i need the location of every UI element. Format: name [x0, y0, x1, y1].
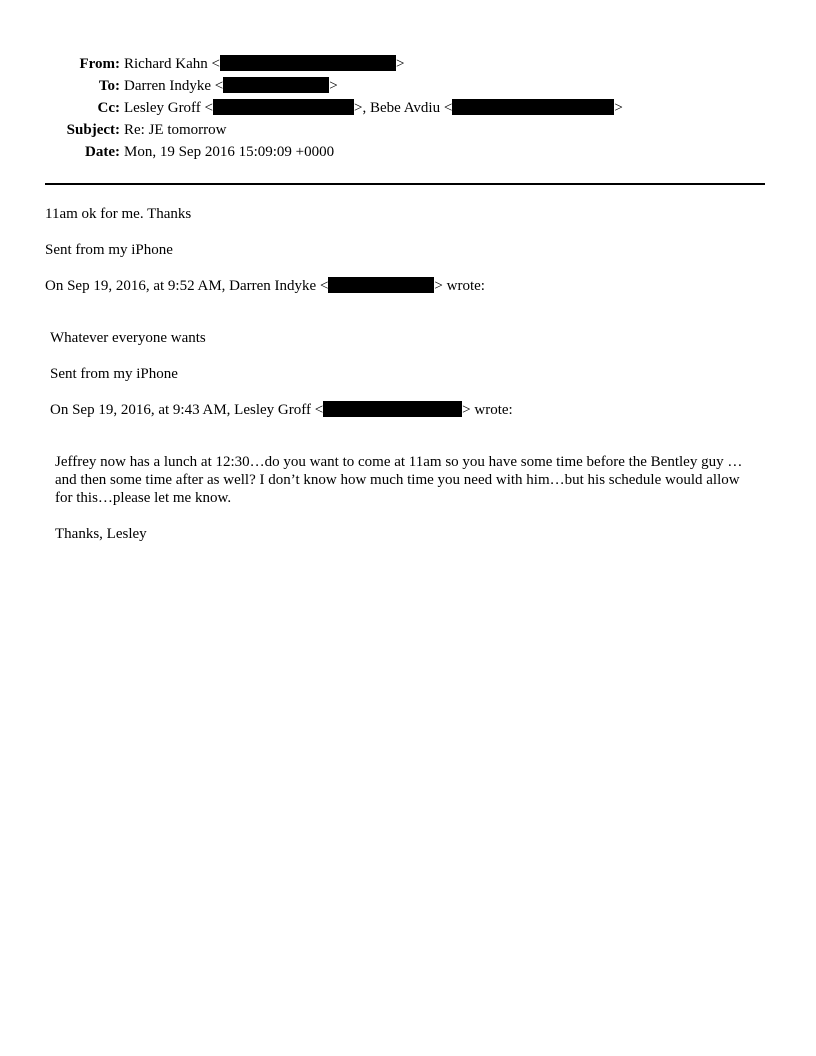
redaction-box [452, 99, 614, 115]
quote-intro-2-text: On Sep 19, 2016, at 9:43 AM, Lesley Groff < [50, 402, 324, 418]
from-value [124, 53, 404, 75]
reply-text: 11am ok for me. Thanks [45, 206, 192, 222]
to-name: Darren Indyke < [124, 78, 224, 94]
redaction-box [323, 401, 462, 417]
subject-value: Re: JE tomorrow [124, 122, 227, 138]
quote-intro-1-wrote: > wrote: [434, 278, 485, 294]
redaction-box [223, 77, 329, 93]
cc-label: Cc: [97, 100, 120, 116]
to-label: To: [98, 78, 120, 94]
date-row [0, 141, 816, 163]
redaction-box [220, 55, 396, 71]
subject-row [0, 119, 816, 141]
quoted-text-1: Whatever everyone wants [50, 330, 206, 346]
date-value: Mon, 19 Sep 2016 15:09:09 +0000 [124, 144, 335, 160]
cc-separator: >, Bebe Avdiu < [354, 100, 453, 116]
from-row [0, 53, 816, 75]
from-label: From: [79, 56, 120, 72]
quoted-paragraph: Jeffrey now has a lunch at 12:30…do you want to come at 11am so you have some time before the Bentley guy …and then some time after as well? I don’t know how much time you need with him…but his schedule would allow for this…please let me know. [55, 454, 743, 506]
to-row [0, 75, 816, 97]
cc-name-1: Lesley Groff < [124, 100, 213, 116]
subject-label: Subject: [66, 122, 120, 138]
quote-intro-1 [45, 277, 485, 295]
header-divider [45, 183, 765, 185]
from-close: > [395, 56, 405, 72]
signature-line: Sent from my iPhone [50, 366, 178, 382]
to-close: > [329, 78, 338, 94]
cc-row [0, 97, 816, 119]
quote-intro-2-wrote: > wrote: [462, 402, 513, 418]
cc-close: > [614, 100, 623, 116]
quote-intro-2 [50, 401, 513, 419]
quote-intro-1-text: On Sep 19, 2016, at 9:52 AM, Darren Indyke < [45, 278, 329, 294]
from-name: Richard Kahn < [124, 56, 220, 72]
cc-value [124, 97, 623, 119]
email-header [0, 53, 816, 163]
redaction-box [328, 277, 434, 293]
date-label: Date: [85, 144, 120, 160]
redaction-box [213, 99, 354, 115]
quoted-signoff: Thanks, Lesley [55, 526, 147, 542]
to-value [124, 75, 338, 97]
signature-line: Sent from my iPhone [45, 242, 173, 258]
